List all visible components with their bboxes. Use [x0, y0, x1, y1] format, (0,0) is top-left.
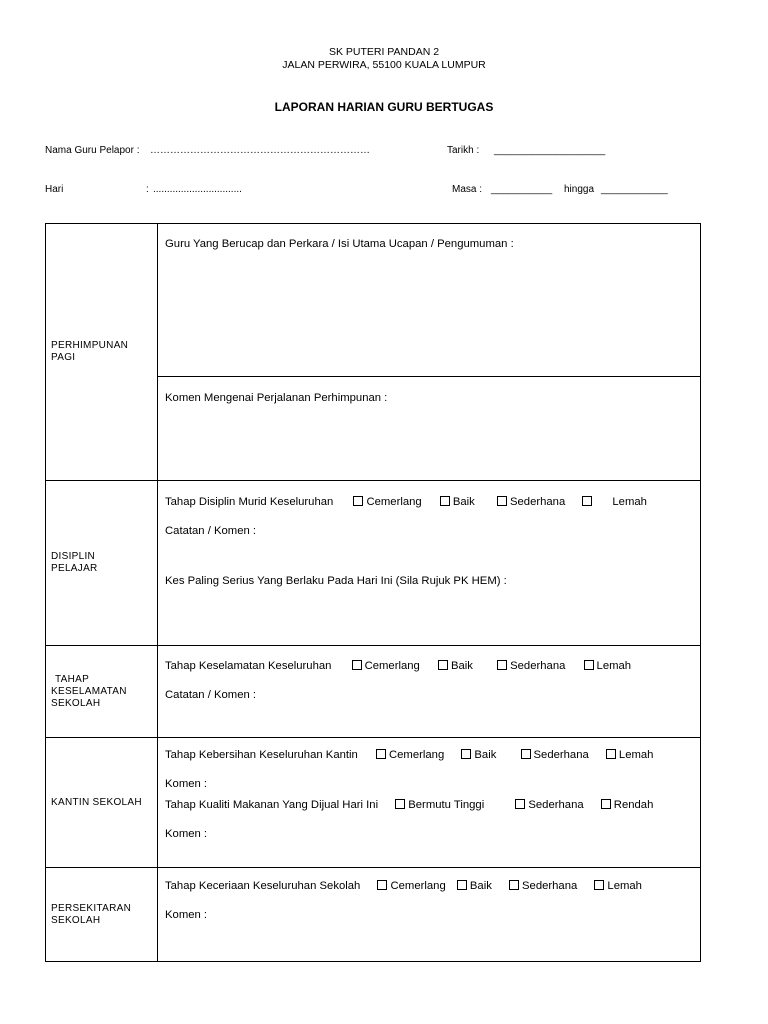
perhimpunan-label-line1: PERHIMPUNAN	[51, 340, 129, 351]
checkbox-icon	[352, 660, 362, 670]
disiplin-option-cemerlang[interactable]: Cemerlang	[353, 496, 421, 508]
persekitaran-label-line1: PERSEKITARAN	[51, 902, 132, 914]
persekitaran-option-cemerlang[interactable]: Cemerlang	[377, 880, 445, 892]
kantin-kebersihan-label: Tahap Kebersihan Keseluruhan Kantin	[165, 749, 358, 761]
persekitaran-komen-label: Komen :	[165, 909, 208, 921]
school-address: JALAN PERWIRA, 55100 KUALA LUMPUR	[282, 59, 486, 71]
checkbox-icon	[606, 749, 616, 759]
kantin-option-lemah[interactable]: Lemah	[606, 749, 654, 761]
checkbox-icon	[461, 749, 471, 759]
tarikh-label: Tarikh :	[447, 145, 480, 156]
persekitaran-option-baik[interactable]: Baik	[457, 880, 492, 892]
checkbox-icon	[521, 749, 531, 759]
perhimpunan-label-line2: PAGI	[51, 352, 76, 363]
persekitaran-tahap-label: Tahap Keceriaan Keseluruhan Sekolah	[165, 880, 361, 892]
disiplin-option-lemah[interactable]: Lemah	[582, 496, 647, 508]
kantin-option-sederhana-2[interactable]: Sederhana	[515, 799, 583, 811]
disiplin-row	[46, 481, 701, 646]
persekitaran-row	[46, 868, 701, 962]
masa-start-field[interactable]: ___________	[491, 184, 553, 195]
masa-label: Masa :	[452, 184, 483, 195]
persekitaran-label-line2: SEKOLAH	[51, 914, 101, 926]
checkbox-icon	[509, 880, 519, 890]
kantin-option-rendah[interactable]: Rendah	[601, 799, 654, 811]
checkbox-icon	[601, 799, 611, 809]
disiplin-kes-label: Kes Paling Serius Yang Berlaku Pada Hari Ini (Sila Rujuk PK HEM) :	[165, 575, 507, 587]
hari-label: Hari	[45, 184, 64, 195]
checkbox-icon	[440, 496, 450, 506]
persekitaran-option-sederhana[interactable]: Sederhana	[509, 880, 577, 892]
kantin-label	[46, 738, 158, 868]
disiplin-label-line1: DISIPLIN	[51, 551, 96, 562]
kantin-option-cemerlang[interactable]: Cemerlang	[376, 749, 444, 761]
hari-field[interactable]: ................................	[153, 184, 242, 195]
school-name: SK PUTERI PANDAN 2	[328, 46, 440, 58]
checkbox-icon	[584, 660, 594, 670]
keselamatan-label	[46, 646, 158, 738]
keselamatan-option-lemah[interactable]: Lemah	[584, 660, 632, 672]
kantin-komen-label-1: Komen :	[165, 778, 208, 790]
persekitaran-cell	[158, 868, 701, 962]
perhimpunan-komen-cell[interactable]	[158, 377, 701, 481]
perhimpunan-komen-label: Komen Mengenai Perjalanan Perhimpunan :	[165, 392, 388, 404]
checkbox-icon	[377, 880, 387, 890]
kantin-kebersihan-line	[165, 749, 700, 761]
checkbox-icon	[457, 880, 467, 890]
keselamatan-label-line2: KESELAMATAN	[51, 685, 127, 697]
kantin-option-bermutu-tinggi[interactable]: Bermutu Tinggi	[395, 799, 484, 811]
checkbox-icon	[582, 496, 592, 506]
kantin-label-line1: KANTIN SEKOLAH	[51, 796, 142, 808]
perhimpunan-ucapan-cell[interactable]	[158, 224, 701, 377]
document-title: LAPORAN HARIAN GURU BERTUGAS	[274, 100, 494, 114]
disiplin-cell	[158, 481, 701, 646]
disiplin-tahap-label: Tahap Disiplin Murid Keseluruhan	[165, 496, 334, 508]
hari-colon: :	[146, 184, 149, 195]
keselamatan-tahap-line	[165, 660, 700, 672]
checkbox-icon	[376, 749, 386, 759]
persekitaran-tahap-line	[165, 880, 700, 892]
perhimpunan-ucapan-label: Guru Yang Berucap dan Perkara / Isi Utama Ucapan / Pengumuman :	[165, 238, 514, 250]
persekitaran-option-lemah[interactable]: Lemah	[594, 880, 642, 892]
kantin-row	[46, 738, 701, 868]
checkbox-icon	[594, 880, 604, 890]
masa-end-field[interactable]: ____________	[601, 184, 668, 195]
kantin-cell	[158, 738, 701, 868]
report-table	[45, 223, 701, 962]
kantin-kualiti-line	[165, 799, 700, 811]
checkbox-icon	[438, 660, 448, 670]
disiplin-catatan-label: Catatan / Komen :	[165, 525, 257, 537]
masa-hingga-label: hingga	[564, 184, 595, 195]
keselamatan-row	[46, 646, 701, 738]
keselamatan-option-cemerlang[interactable]: Cemerlang	[352, 660, 420, 672]
checkbox-icon	[515, 799, 525, 809]
kantin-kualiti-label: Tahap Kualiti Makanan Yang Dijual Hari Ini	[165, 799, 379, 811]
keselamatan-option-baik[interactable]: Baik	[438, 660, 473, 672]
nama-label: Nama Guru Pelapor :	[45, 145, 140, 156]
keselamatan-tahap-label: Tahap Keselamatan Keseluruhan	[165, 660, 332, 672]
kantin-option-baik[interactable]: Baik	[461, 749, 496, 761]
checkbox-icon	[353, 496, 363, 506]
checkbox-icon	[497, 660, 507, 670]
disiplin-label	[46, 481, 158, 646]
keselamatan-label-line1: TAHAP	[55, 673, 90, 685]
perhimpunan-label	[46, 224, 158, 481]
keselamatan-option-sederhana[interactable]: Sederhana	[497, 660, 565, 672]
checkbox-icon	[497, 496, 507, 506]
kantin-komen-label-2: Komen :	[165, 828, 208, 840]
perhimpunan-row-1	[46, 224, 701, 377]
tarikh-field[interactable]: ____________________	[494, 145, 606, 156]
checkbox-icon	[395, 799, 405, 809]
persekitaran-label	[46, 868, 158, 962]
disiplin-label-line2: PELAJAR	[51, 563, 98, 574]
disiplin-tahap-line	[165, 496, 700, 508]
nama-field[interactable]: …………………………………………………………	[150, 145, 370, 156]
keselamatan-catatan-label: Catatan / Komen :	[165, 689, 257, 701]
keselamatan-cell	[158, 646, 701, 738]
kantin-option-sederhana[interactable]: Sederhana	[521, 749, 589, 761]
keselamatan-label-line3: SEKOLAH	[51, 697, 101, 709]
disiplin-option-sederhana[interactable]: Sederhana	[497, 496, 565, 508]
disiplin-option-baik[interactable]: Baik	[440, 496, 475, 508]
